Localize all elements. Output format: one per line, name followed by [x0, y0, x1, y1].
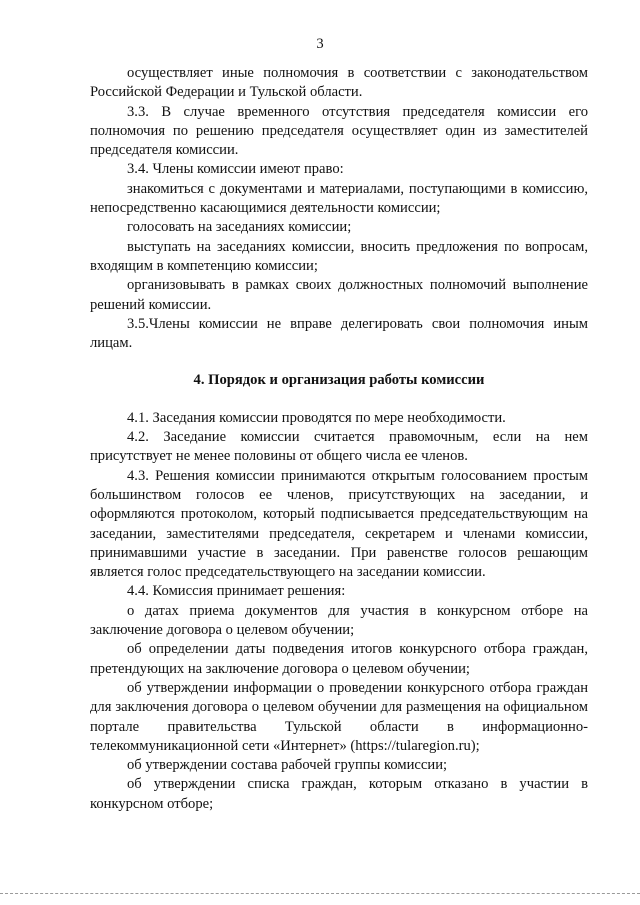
paragraph-4-1: 4.1. Заседания комиссии проводятся по мере необходимости. — [127, 409, 506, 426]
page-bottom-edge — [0, 893, 640, 894]
document-body — [90, 64, 588, 814]
paragraph-4-2: 4.2. Заседание комиссии считается правомочным, если на нем присутствует не менее половины от общего числа ее членов. — [90, 429, 588, 465]
paragraph-3-4: 3.4. Члены комиссии имеют право: — [127, 161, 344, 178]
page-number: 3 — [316, 36, 324, 52]
list-item-decision-results-date: об определении даты подведения итогов конкурсного отбора граждан, претендующих на заключение договора о целевом обучении; — [90, 641, 588, 677]
paragraph-4-3: 4.3. Решения комиссии принимаются открытым голосованием простым большинством голосов ее членов, присутствующих на заседании, и оформляются протоколом, который подписывается председательствующим на заседании, заместителями председателя, секретарем и членами комиссии, принимавшими участие в заседании. При равенстве голосов решающим является голос председательствующего на заседании комиссии. — [90, 467, 588, 581]
list-item-right-speak: выступать на заседаниях комиссии, вносить предложения по вопросам, входящим в компетенцию комиссии; — [90, 238, 588, 274]
list-item-decision-information: об утверждении информации о проведении конкурсного отбора граждан для заключения договора о целевом обучении для размещения на официальном портале правительства Тульской области в информационно-телекоммуникационной сети «Интернет» (https://tularegion.ru); — [90, 679, 588, 754]
paragraph-4-4: 4.4. Комиссия принимает решения: — [127, 583, 346, 600]
paragraph-3-3: 3.3. В случае временного отсутствия председателя комиссии его полномочия по решению председателя осуществляет один из заместителей председателя комиссии. — [90, 103, 588, 159]
list-item-decision-dates: о датах приема документов для участия в конкурсном отборе на заключение договора о целевом обучении; — [90, 602, 588, 639]
section-heading: 4. Порядок и организация работы комиссии — [193, 372, 485, 389]
list-item-right-documents: знакомиться с документами и материалами, поступающими в комиссию, непосредственно касающимися деятельности комиссии; — [90, 180, 588, 217]
paragraph-continuation: осуществляет иные полномочия в соответствии с законодательством Российской Федерации и Тульской области. — [90, 65, 588, 101]
list-item-decision-refused-list: об утверждении списка граждан, которым отказано в участии в конкурсном отборе; — [90, 776, 588, 812]
list-item-right-vote: голосовать на заседаниях комиссии; — [127, 219, 352, 236]
list-item-right-organize: организовывать в рамках своих должностных полномочий выполнение решений комиссии. — [90, 277, 588, 313]
list-item-decision-working-group: об утверждении состава рабочей группы комиссии; — [127, 757, 448, 774]
paragraph-3-5: 3.5.Члены комиссии не вправе делегировать свои полномочия иным лицам. — [90, 315, 588, 352]
